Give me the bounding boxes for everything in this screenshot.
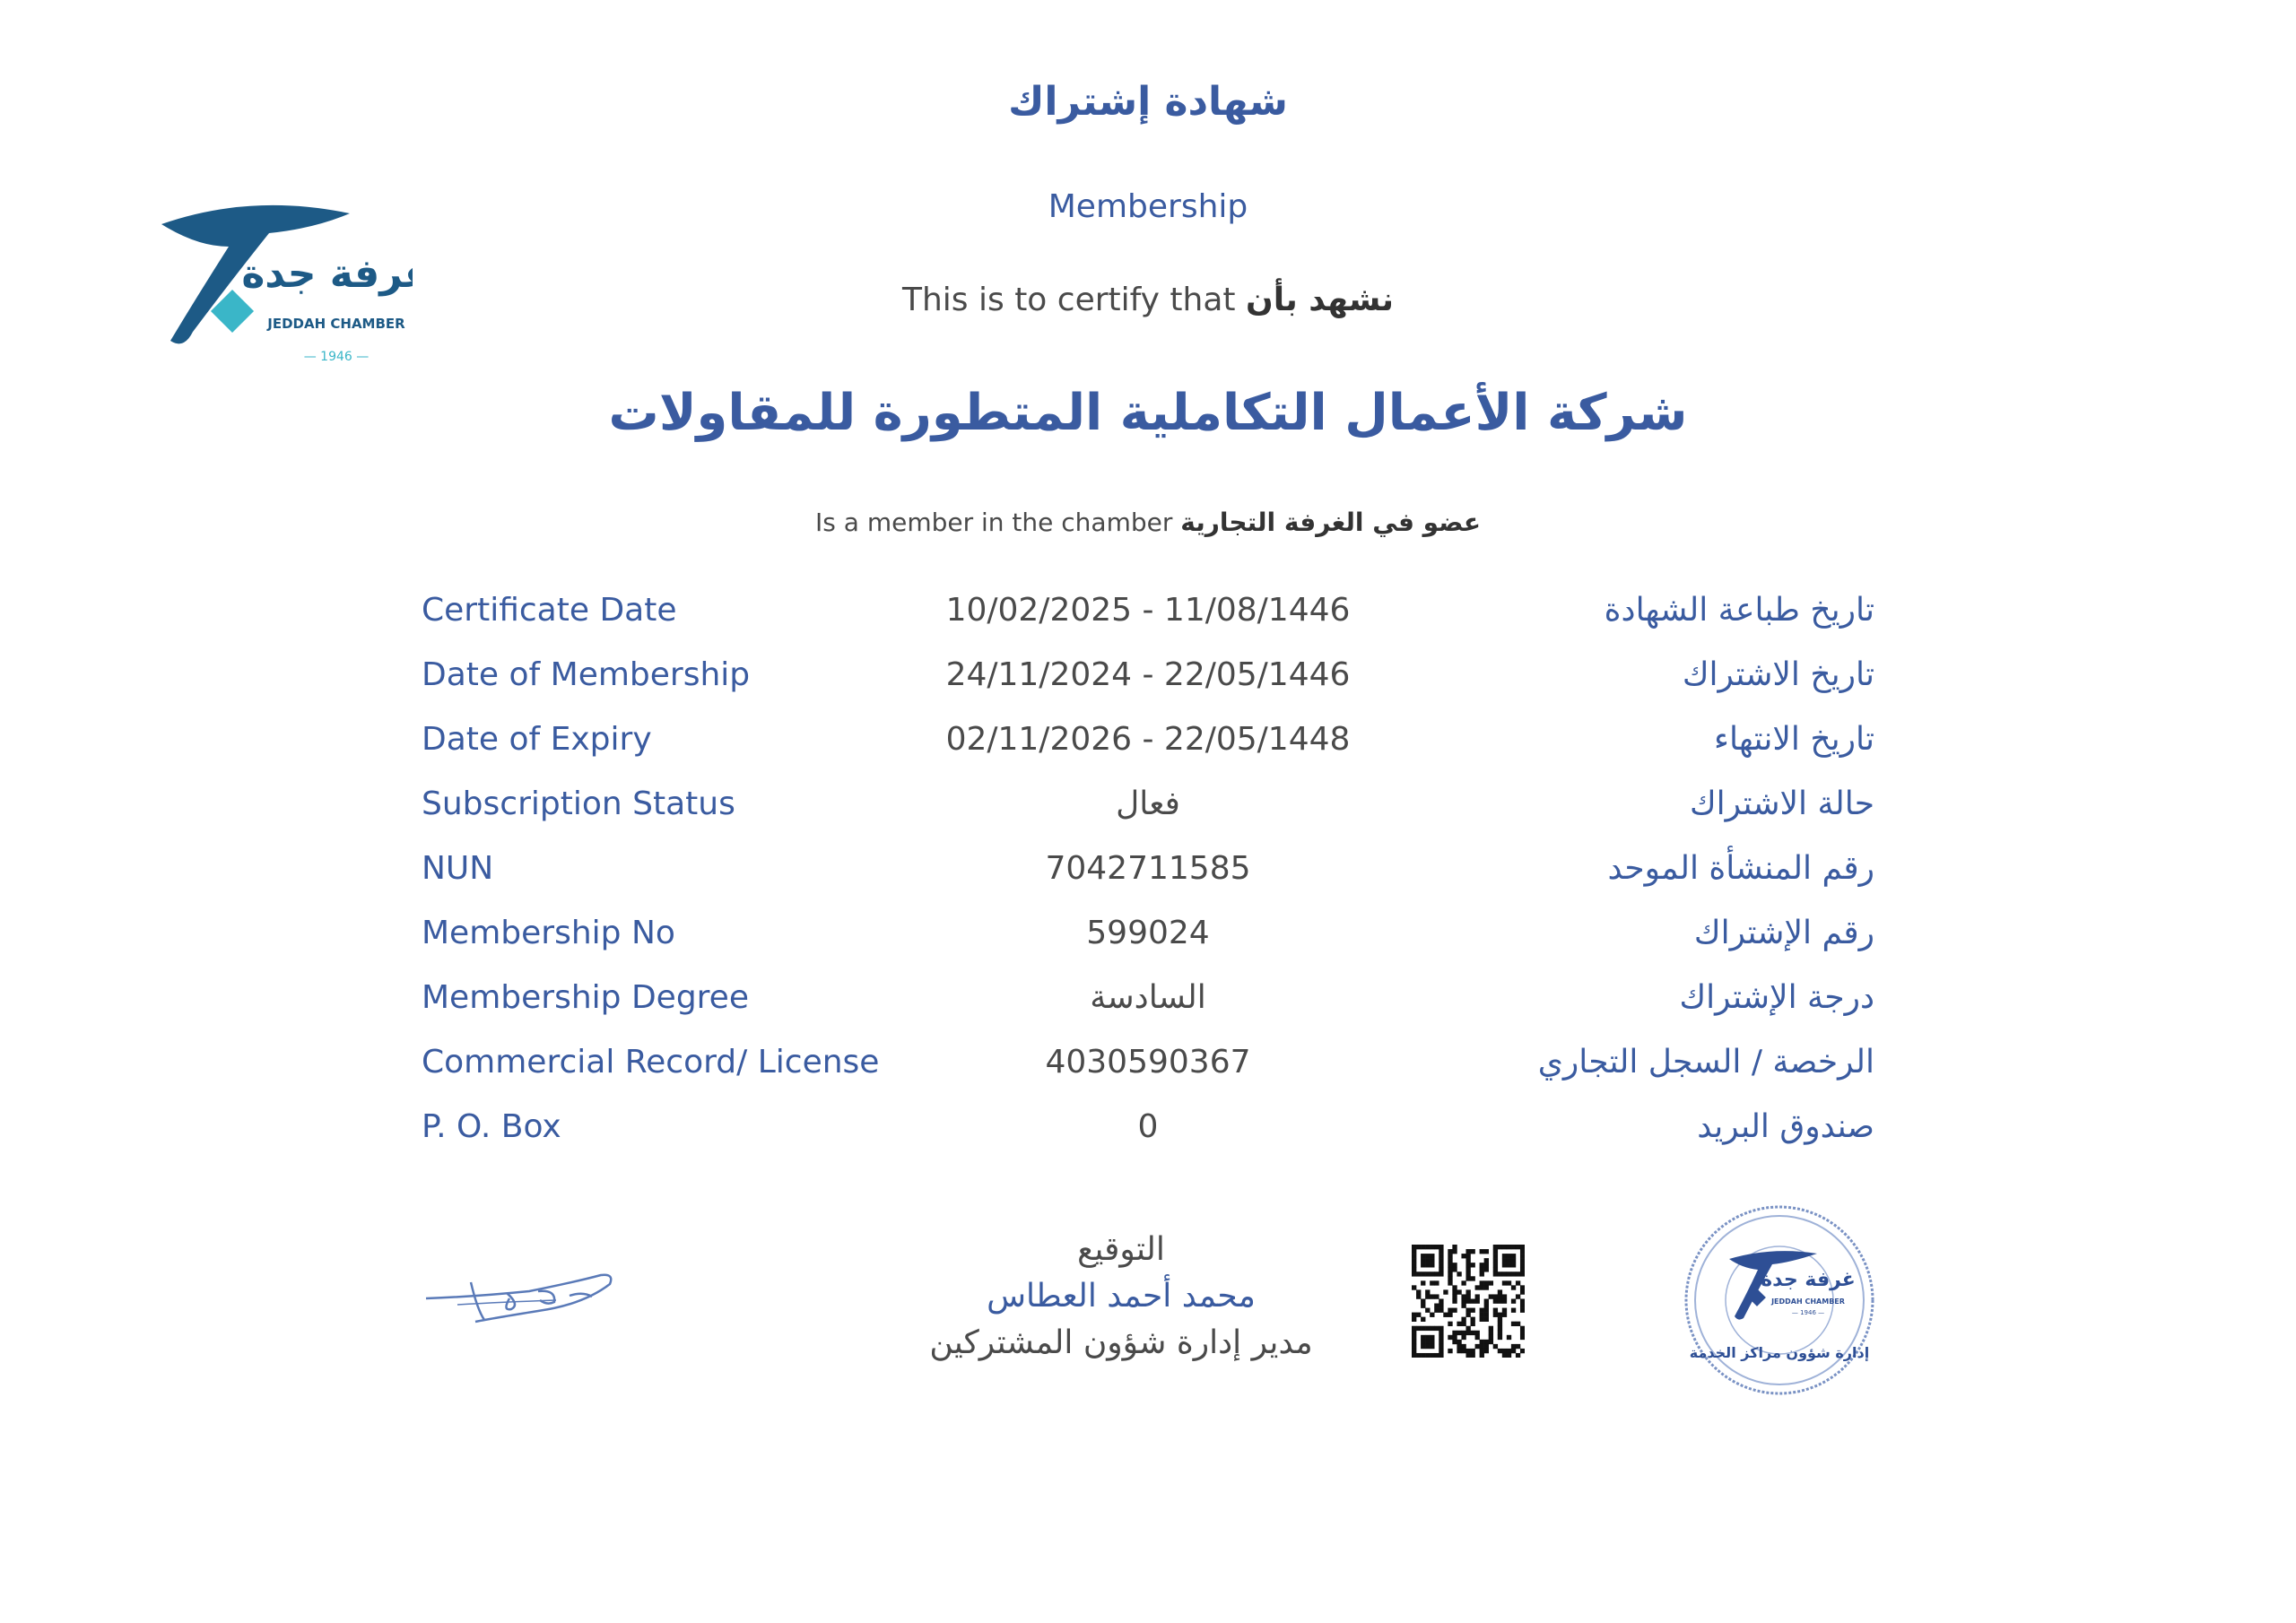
- logo-arabic-text: غرفة جدة: [241, 251, 413, 297]
- detail-label-ar: حالة الاشتراك: [1689, 785, 1874, 822]
- detail-value: فعال: [1116, 785, 1180, 822]
- detail-row-date-of-expiry: [422, 721, 1874, 785]
- handwritten-signature: [422, 1255, 619, 1336]
- certify-english: This is to certify that: [901, 282, 1236, 318]
- detail-label-en: Subscription Status: [422, 785, 735, 822]
- certificate-details-table: [422, 592, 1874, 1173]
- stamp-arabic-text: غرفة جدة: [1761, 1269, 1856, 1291]
- detail-row-date-of-membership: [422, 656, 1874, 721]
- detail-row-membership-no: [422, 915, 1874, 979]
- signatory-name: محمد أحمد العطاس: [987, 1278, 1256, 1315]
- detail-label-en: Commercial Record/ License: [422, 1044, 880, 1081]
- stamp-english-text: JEDDAH CHAMBER: [1771, 1298, 1845, 1306]
- certificate-title-english: Membership: [1048, 188, 1248, 225]
- detail-value: 0: [1137, 1108, 1159, 1145]
- detail-row-membership-degree: [422, 979, 1874, 1044]
- detail-label-ar: رقم الإشتراك: [1693, 915, 1874, 951]
- detail-label-en: Membership Degree: [422, 979, 749, 1016]
- logo-english-text: JEDDAH CHAMBER: [267, 316, 405, 332]
- detail-label-en: Membership No: [422, 915, 675, 951]
- signature-block: [807, 1227, 1435, 1367]
- detail-value: 10/02/2025 - 11/08/1446: [945, 592, 1351, 629]
- signature-label: التوقيع: [1077, 1231, 1165, 1268]
- detail-label-en: Certificate Date: [422, 592, 677, 629]
- verification-qr-code[interactable]: [1412, 1245, 1525, 1358]
- detail-label-ar: الرخصة / السجل التجاري: [1537, 1044, 1874, 1081]
- detail-value: 24/11/2024 - 22/05/1446: [945, 656, 1351, 693]
- detail-value: 02/11/2026 - 22/05/1448: [945, 721, 1351, 758]
- member-english: Is a member in the chamber: [815, 508, 1173, 537]
- detail-row-commercial-record: [422, 1044, 1874, 1108]
- detail-label-en: P. O. Box: [422, 1108, 561, 1145]
- detail-label-ar: تاريخ طباعة الشهادة: [1604, 592, 1874, 629]
- detail-row-subscription-status: [422, 785, 1874, 850]
- certify-arabic: نشهد بأن: [1246, 282, 1395, 318]
- signatory-title: مدير إدارة شؤون المشتركين: [929, 1324, 1313, 1361]
- detail-label-ar: صندوق البريد: [1697, 1108, 1874, 1145]
- detail-row-nun: [422, 850, 1874, 915]
- detail-label-en: NUN: [422, 850, 494, 887]
- detail-label-ar: درجة الإشتراك: [1679, 979, 1874, 1016]
- certify-line: [0, 282, 2296, 318]
- member-arabic: عضو في الغرفة التجارية: [1180, 508, 1481, 537]
- certificate-title-arabic: شهادة إشتراك: [1008, 79, 1288, 125]
- detail-label-ar: تاريخ الاشتراك: [1682, 656, 1874, 693]
- detail-row-po-box: [422, 1108, 1874, 1173]
- member-line: [0, 508, 2296, 537]
- detail-value: 599024: [1086, 915, 1210, 951]
- company-name: شركة الأعمال التكاملية المتطورة للمقاولات: [608, 384, 1688, 442]
- detail-label-en: Date of Expiry: [422, 721, 652, 758]
- detail-row-certificate-date: [422, 592, 1874, 656]
- logo-year: — 1946 —: [303, 350, 370, 364]
- detail-value: 7042711585: [1045, 850, 1251, 887]
- detail-value: 4030590367: [1045, 1044, 1251, 1081]
- detail-value: السادسة: [1090, 979, 1206, 1016]
- stamp-year: — 1946 —: [1791, 1309, 1825, 1316]
- detail-label-ar: تاريخ الانتهاء: [1714, 721, 1874, 758]
- detail-label-en: Date of Membership: [422, 656, 751, 693]
- detail-label-ar: رقم المنشأة الموحد: [1607, 850, 1874, 887]
- official-stamp: [1683, 1203, 1876, 1397]
- stamp-ring-text: إدارة شؤون مراكز الخدمة: [1689, 1344, 1870, 1361]
